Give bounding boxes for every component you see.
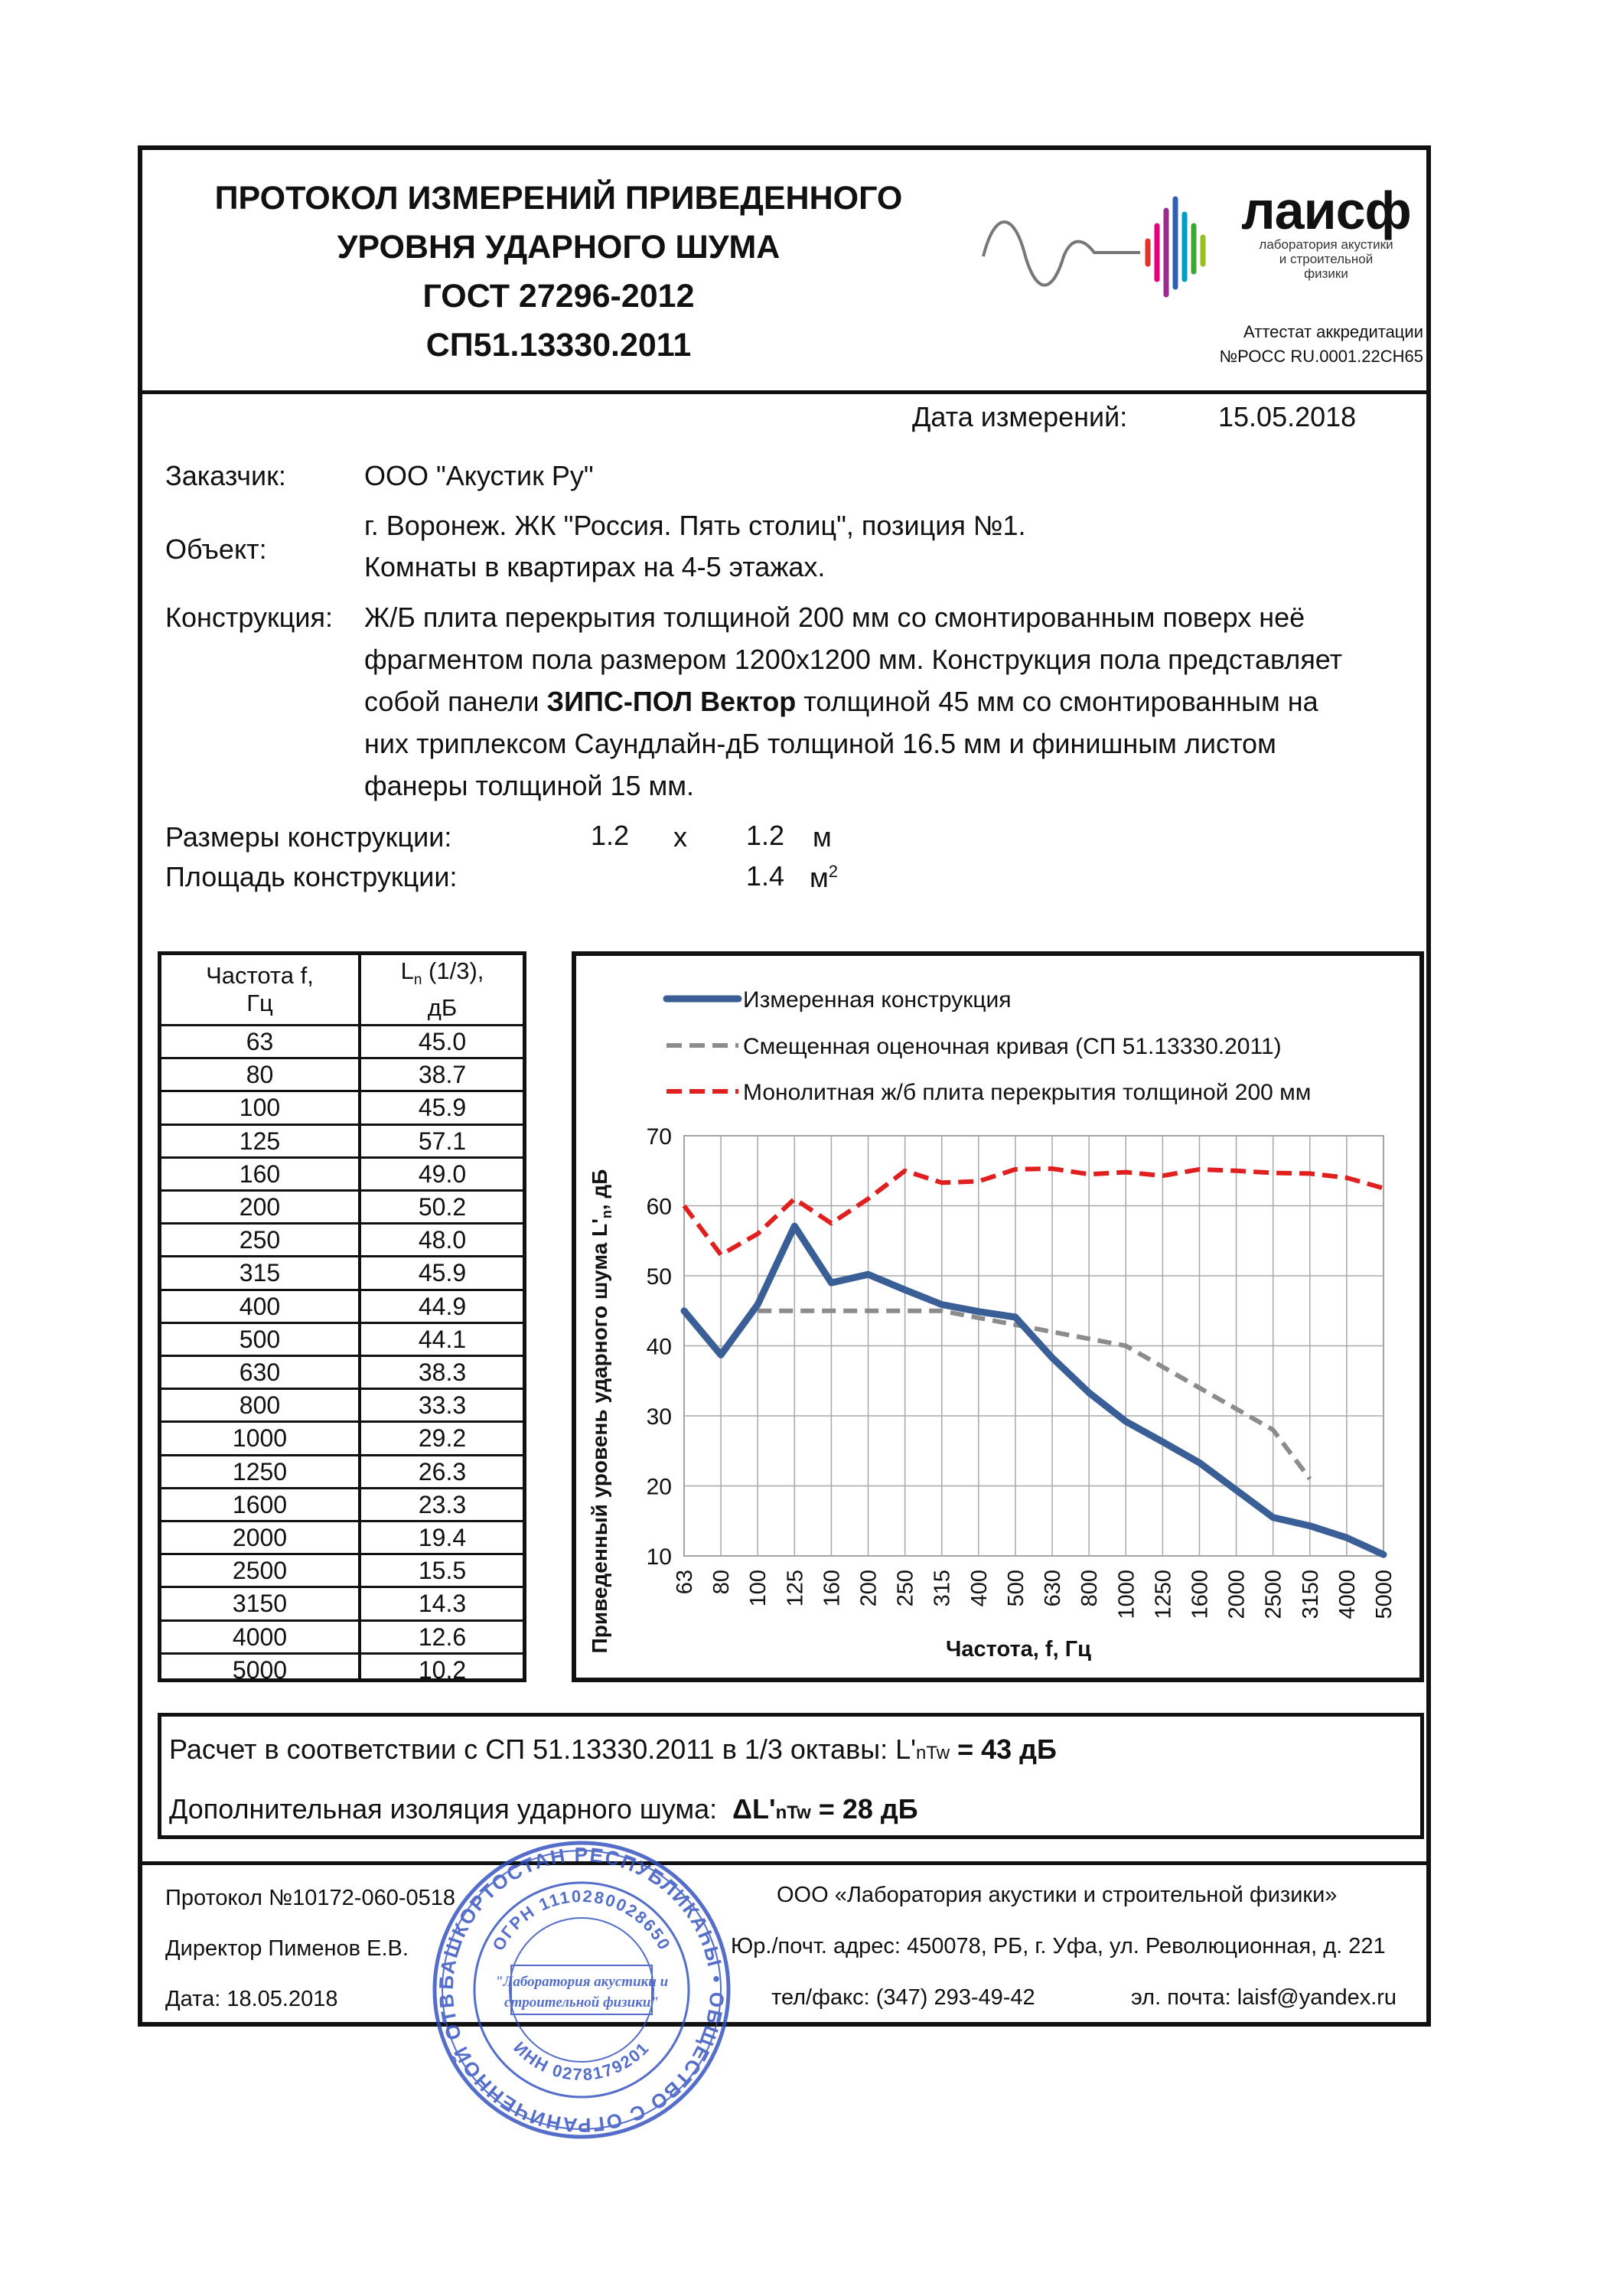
table-cell-frequency: 200 — [239, 1193, 281, 1221]
calc-line-2 — [169, 1793, 918, 1825]
title-line-2: УРОВНЯ УДАРНОГО ШУМА — [337, 229, 781, 266]
calc-line-2-delta: ΔL' — [732, 1793, 776, 1825]
svg-text:ОГРН 1110280028650 — [488, 1887, 674, 1954]
stamp-center-line-1: "Лаборатория акустики и — [494, 1974, 669, 1990]
y-axis-title — [588, 1169, 614, 1654]
table-cell-frequency: 1600 — [232, 1490, 288, 1518]
construction-line-3-pre: собой панели — [364, 686, 547, 717]
title-line-1: ПРОТОКОЛ ИЗМЕРЕНИЙ ПРИВЕДЕННОГО — [214, 180, 903, 217]
x-tick-label: 2000 — [1224, 1570, 1250, 1619]
measurement-date-value: 15.05.2018 — [1218, 401, 1357, 432]
frequency-table — [158, 951, 526, 1682]
table-cell-level: 48.0 — [418, 1226, 467, 1254]
calc-line-2-text: Дополнительная изоляция ударного шума: — [169, 1793, 733, 1825]
table-header-frequency-line-1: Частота f, — [206, 962, 314, 989]
table-cell-level: 57.1 — [418, 1127, 467, 1155]
x-tick-label: 2500 — [1261, 1570, 1286, 1619]
footer-phone: тел/факс: (347) 293-49-42 — [771, 1985, 1035, 2010]
table-cell-level: 45.0 — [418, 1028, 467, 1055]
table-header-frequency — [161, 955, 358, 1024]
construction-line-4: них триплексом Саундлайн-дБ толщиной 16.5 мм и финишным листом — [364, 728, 1276, 759]
x-tick-label: 5000 — [1372, 1570, 1396, 1619]
measurement-date-label: Дата измерений: — [912, 401, 1128, 432]
stamp-icon — [429, 1837, 735, 2143]
table-cell-level: 29.2 — [418, 1424, 467, 1453]
calc-line-2-sub: nTw — [775, 1802, 811, 1823]
table-row — [161, 1388, 523, 1420]
size-unit: м — [813, 821, 832, 853]
table-row — [161, 1652, 523, 1685]
y-tick-label: 30 — [646, 1404, 672, 1430]
title-line-4: СП51.13330.2011 — [425, 327, 692, 364]
table-cell-level: 50.2 — [418, 1193, 467, 1221]
object-line-2: Комнаты в квартирах на 4-5 этажах. — [364, 551, 826, 582]
table-cell-level: 38.7 — [418, 1061, 467, 1089]
table-header-level-line-1 — [361, 957, 523, 994]
size-x: x — [673, 821, 687, 853]
table-cell-frequency: 160 — [239, 1159, 281, 1188]
table-row — [161, 1454, 523, 1487]
x-tick-label: 800 — [1077, 1570, 1103, 1607]
x-tick-label: 125 — [783, 1570, 808, 1607]
accreditation-line-2: №РОСС RU.0001.22СН65 — [1219, 347, 1423, 366]
x-tick-label: 1600 — [1188, 1570, 1213, 1619]
table-cell-frequency: 800 — [239, 1391, 281, 1420]
x-tick-label: 63 — [673, 1570, 697, 1595]
construction-line-2: фрагментом пола размером 1200х1200 мм. Конструкция пола представляет — [364, 644, 1343, 675]
customer-label: Заказчик: — [165, 460, 286, 491]
customer-value: ООО "Акустик Ру" — [364, 460, 594, 491]
table-cell-frequency: 500 — [239, 1325, 281, 1353]
table-cell-level: 33.3 — [418, 1391, 467, 1420]
table-cell-level: 14.3 — [418, 1590, 467, 1618]
table-header-level-sub: n — [413, 972, 422, 989]
footer-address: Юр./почт. адрес: 450078, РБ, г. Уфа, ул. Революционная, д. 221 — [731, 1934, 1386, 1958]
x-tick-label: 200 — [856, 1570, 882, 1607]
logo-subtitle — [1230, 237, 1422, 281]
x-tick-label: 1000 — [1114, 1570, 1139, 1619]
legend-label-2: Смещенная оценочная кривая (СП 51.13330.2011) — [743, 1034, 1282, 1059]
object-line-1: г. Воронеж. ЖК "Россия. Пять столиц", позиция №1. — [364, 510, 1026, 541]
table-cell-frequency: 125 — [239, 1127, 281, 1155]
table-cell-level: 12.6 — [418, 1623, 467, 1651]
table-cell-level: 10.2 — [418, 1655, 467, 1684]
footer-date: Дата: 18.05.2018 — [165, 1987, 338, 2011]
table-row — [161, 1322, 523, 1355]
area-label: Площадь конструкции: — [165, 861, 458, 892]
accreditation — [1148, 320, 1423, 369]
x-tick-label: 400 — [966, 1570, 992, 1607]
footer-divider — [138, 1861, 1431, 1865]
table-header-level-rest: (1/3), — [422, 957, 484, 984]
legend-label-3: Монолитная ж/б плита перекрытия толщиной 200 мм — [743, 1080, 1312, 1105]
x-tick-label: 500 — [1003, 1570, 1028, 1607]
table-cell-frequency: 315 — [239, 1259, 281, 1287]
calc-line-1 — [169, 1733, 1057, 1766]
table-cell-frequency: 100 — [239, 1094, 281, 1122]
x-tick-label: 160 — [820, 1570, 845, 1607]
table-cell-frequency: 1000 — [232, 1424, 288, 1453]
table-cell-frequency: 2500 — [232, 1557, 288, 1585]
table-row — [161, 1057, 523, 1090]
table-row — [161, 1586, 523, 1619]
title-line-3: ГОСТ 27296-2012 — [422, 278, 695, 315]
table-cell-level: 49.0 — [418, 1159, 467, 1188]
table-cell-level: 15.5 — [418, 1557, 467, 1585]
table-row — [161, 1420, 523, 1453]
calc-result-delta: = 28 дБ — [810, 1793, 918, 1825]
legend-label-1: Измеренная конструкция — [743, 987, 1012, 1013]
y-axis-title-tail: , дБ — [588, 1169, 611, 1211]
y-tick-label: 40 — [646, 1334, 672, 1360]
organization-stamp — [429, 1837, 735, 2147]
table-cell-level: 44.9 — [418, 1292, 467, 1320]
y-tick-label: 20 — [646, 1474, 672, 1500]
table-cell-frequency: 80 — [246, 1061, 274, 1089]
y-tick-label: 10 — [646, 1544, 672, 1570]
table-row — [161, 1255, 523, 1288]
table-cell-level: 23.3 — [418, 1490, 467, 1518]
table-row — [161, 1090, 523, 1123]
table-cell-frequency: 63 — [246, 1028, 274, 1055]
table-cell-level: 26.3 — [418, 1457, 467, 1486]
table-cell-level: 44.1 — [418, 1325, 467, 1353]
table-cell-frequency: 250 — [239, 1226, 281, 1254]
table-cell-level: 19.4 — [418, 1524, 467, 1551]
area-unit-sup: 2 — [828, 862, 838, 881]
size-b: 1.2 — [746, 820, 785, 851]
table-header-level-main: L — [400, 957, 414, 984]
table-cell-level: 45.9 — [418, 1259, 467, 1287]
construction-line-1: Ж/Б плита перекрытия толщиной 200 мм со смонтированным поверх неё — [364, 602, 1305, 633]
table-row — [161, 1222, 523, 1255]
table-cell-frequency: 5000 — [232, 1655, 288, 1684]
chart-container — [572, 951, 1424, 1682]
construction-line-3 — [364, 686, 1318, 718]
size-label: Размеры конструкции: — [165, 821, 452, 853]
table-cell-level: 45.9 — [418, 1094, 467, 1122]
y-tick-label: 60 — [646, 1194, 672, 1220]
x-tick-label: 100 — [746, 1570, 771, 1607]
area-unit-text: м — [810, 862, 829, 893]
table-row — [161, 1355, 523, 1388]
table-header-level — [361, 955, 523, 1024]
table-row — [161, 1289, 523, 1322]
calc-line-1-text: Расчет в соответствии с СП 51.13330.2011 в 1/3 октавы: L' — [169, 1733, 917, 1765]
area-unit — [810, 862, 838, 894]
calculation-box — [158, 1713, 1424, 1839]
table-row — [161, 1189, 523, 1222]
table-row — [161, 1156, 523, 1189]
area-value: 1.4 — [746, 860, 785, 892]
impact-noise-chart — [576, 956, 1419, 1678]
stamp-outer-text: БАШКОРТОСТАН РЕСПУБЛИКАҺЫ • ОБЩЕСТВО С ОГРАНИЧЕННОЙ ОТВ — [434, 1842, 729, 2138]
logo-subtitle-line-2: и строительной — [1279, 252, 1374, 266]
accreditation-line-1: Аттестат аккредитации — [1243, 322, 1423, 341]
x-tick-label: 4000 — [1335, 1570, 1360, 1619]
table-row — [161, 1024, 523, 1057]
x-axis-title: Частота, f, Гц — [946, 1637, 1091, 1662]
table-cell-frequency: 2000 — [232, 1524, 288, 1551]
table-row — [161, 1124, 523, 1156]
table-cell-frequency: 630 — [239, 1358, 281, 1386]
header-divider — [138, 390, 1431, 394]
table-row — [161, 1619, 523, 1652]
logo-subtitle-line-3: физики — [1304, 266, 1348, 281]
table-row — [161, 1520, 523, 1553]
construction-label: Конструкция: — [165, 602, 333, 633]
product-name: ЗИПС-ПОЛ Вектор — [546, 686, 797, 717]
table-cell-level: 38.3 — [418, 1358, 467, 1386]
stamp-ogrn: ОГРН 1110280028650 — [488, 1886, 675, 1955]
construction-line-3-post: толщиной 45 мм со смонтированным на — [796, 686, 1318, 717]
table-row — [161, 1487, 523, 1520]
x-tick-label: 315 — [930, 1570, 955, 1607]
x-tick-label: 1250 — [1151, 1570, 1176, 1619]
calc-result-lntw: = 43 дБ — [950, 1733, 1057, 1765]
y-axis-title-sub: n — [599, 1210, 614, 1219]
stamp-center-line-2: строительной физики" — [504, 1994, 659, 2011]
footer-director: Директор Пименов Е.В. — [165, 1936, 409, 1961]
y-axis-title-main: Приведенный уровень ударного шума L' — [588, 1218, 611, 1654]
table-header-level-line-2: дБ — [427, 994, 458, 1022]
table-header-frequency-line-2: Гц — [246, 990, 273, 1016]
footer-email: эл. почта: laisf@yandex.ru — [1131, 1985, 1397, 2010]
y-tick-label: 70 — [646, 1124, 672, 1150]
y-tick-label: 50 — [646, 1264, 672, 1290]
table-cell-frequency: 1250 — [232, 1457, 288, 1486]
x-tick-label: 3150 — [1298, 1570, 1323, 1619]
logo-subtitle-line-1: лаборатория акустики — [1259, 237, 1393, 252]
footer-org: ООО «Лаборатория акустики и строительной физики» — [777, 1883, 1338, 1907]
x-tick-label: 630 — [1041, 1570, 1066, 1607]
calc-line-1-sub: nTw — [916, 1743, 950, 1763]
x-tick-label: 80 — [709, 1570, 735, 1595]
size-a: 1.2 — [591, 820, 630, 851]
stamp-inn: ИНН 0278179201 — [510, 2037, 653, 2085]
table-cell-frequency: 3150 — [232, 1590, 288, 1618]
x-tick-label: 250 — [893, 1570, 918, 1607]
object-label: Объект: — [165, 533, 267, 565]
logo-name: лаисф — [1241, 181, 1411, 240]
svg-text:ИНН 0278179201 — [510, 2038, 653, 2085]
footer-protocol: Протокол №10172-060-0518 — [165, 1886, 455, 1910]
table-cell-frequency: 4000 — [232, 1623, 288, 1651]
table-cell-frequency: 400 — [239, 1292, 281, 1320]
construction-line-5: фанеры толщиной 15 мм. — [364, 770, 695, 801]
table-row — [161, 1553, 523, 1586]
